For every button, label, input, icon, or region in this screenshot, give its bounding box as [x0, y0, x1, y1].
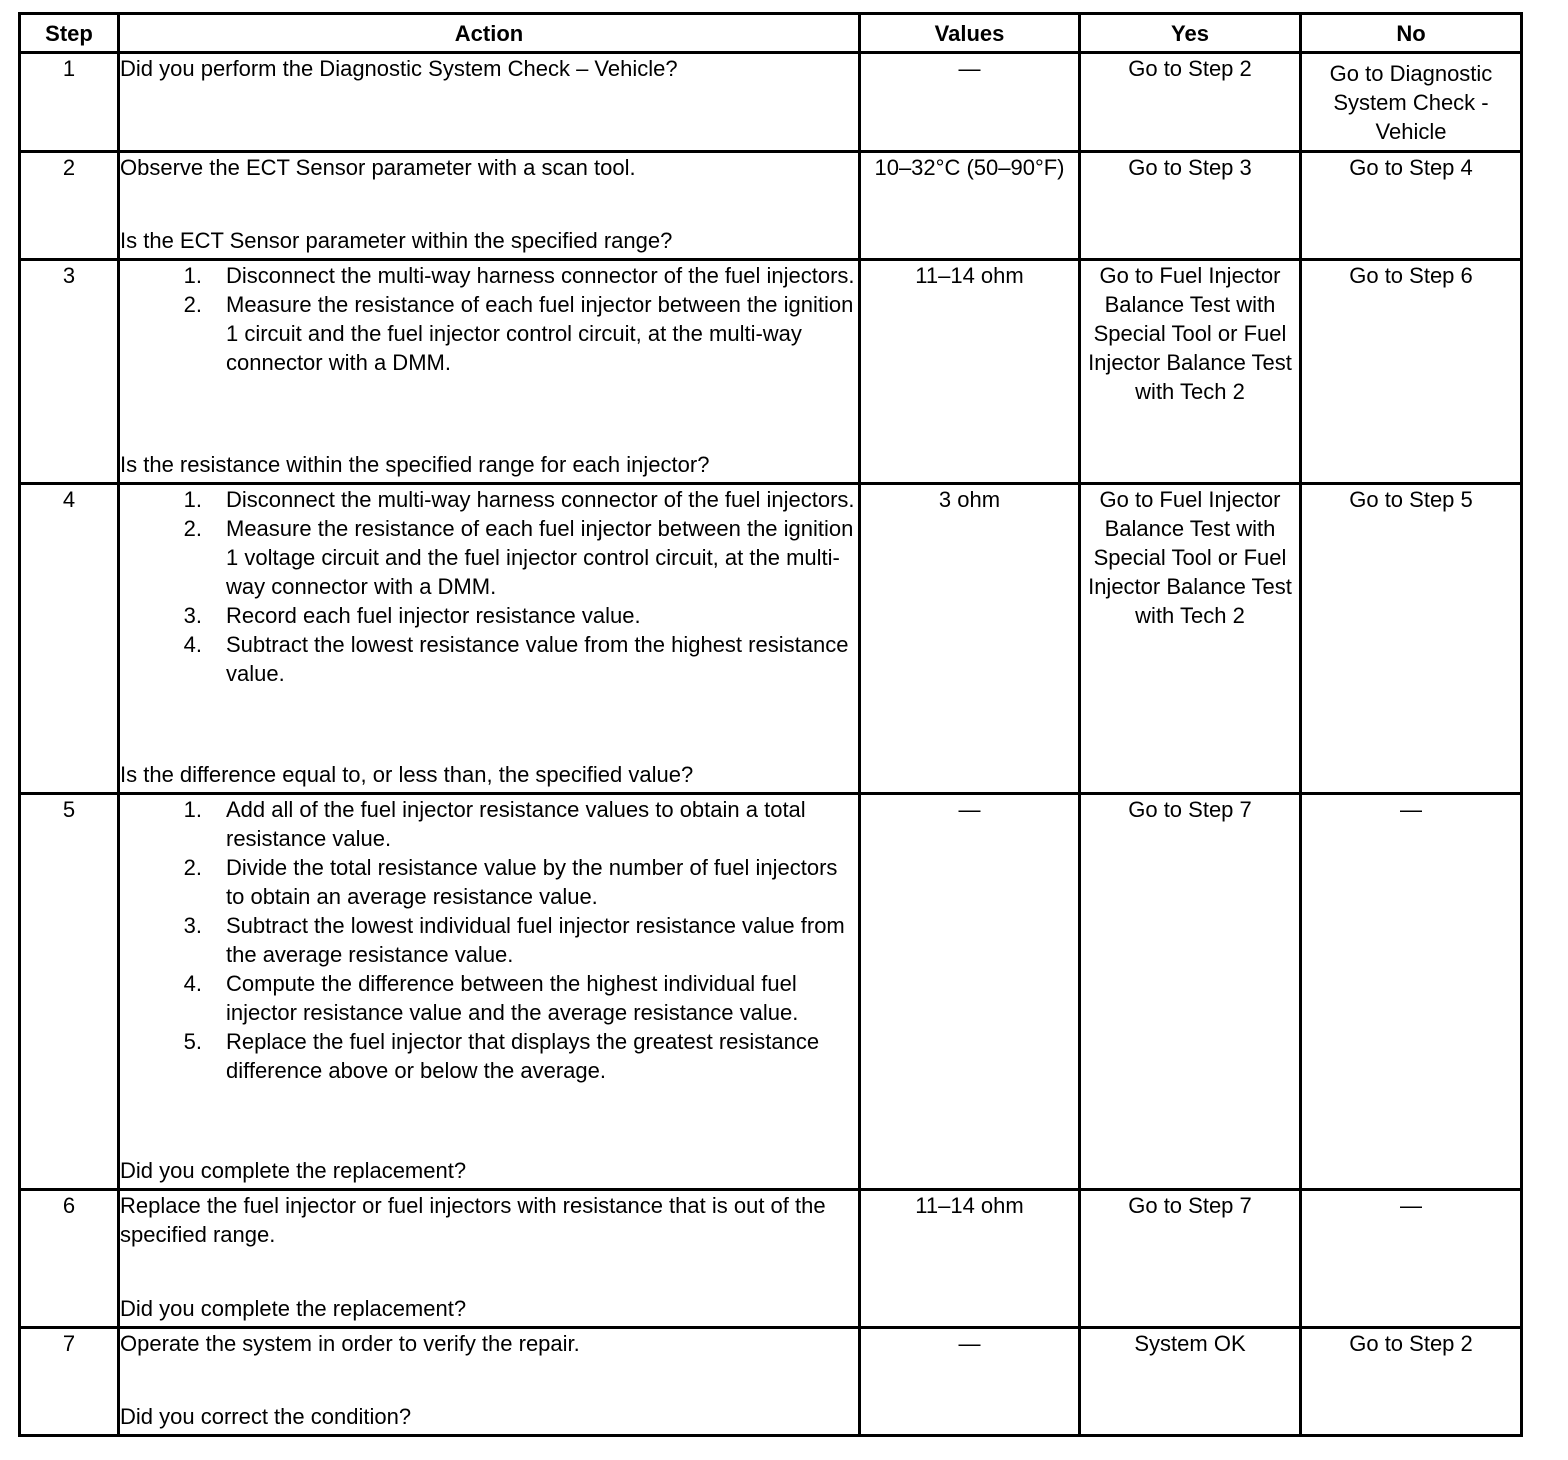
values-cell: 11–14 ohm	[860, 1190, 1080, 1328]
list-item: 1. Disconnect the multi-way harness connector of the fuel injectors.	[183, 263, 855, 288]
table-row-step-5	[20, 794, 1522, 1190]
action-question: Did you correct the condition?	[120, 1404, 412, 1429]
values-cell: 3 ohm	[860, 484, 1080, 794]
action-steps-list	[120, 261, 858, 377]
values-cell: 11–14 ohm	[860, 260, 1080, 484]
no-cell: —	[1301, 794, 1522, 1190]
list-item: 4. Subtract the lowest resistance value from the highest resistance value.	[183, 632, 849, 686]
list-item: 4. Compute the difference between the highest individual fuel injector resistance value and the average resistance value.	[183, 971, 799, 1025]
list-item: 3. Subtract the lowest individual fuel injector resistance value from the average resistance value.	[183, 913, 845, 967]
action-cell	[119, 53, 860, 152]
no-cell: Go to Step 5	[1301, 484, 1522, 794]
values-cell: —	[860, 794, 1080, 1190]
action-steps-list	[120, 795, 858, 1085]
action-cell	[119, 484, 860, 794]
list-item: 2. Divide the total resistance value by the number of fuel injectors to obtain an average resistance value.	[183, 855, 838, 909]
step-number: 3	[20, 260, 119, 484]
header-row	[20, 14, 1522, 53]
diagnostic-table	[18, 12, 1523, 1437]
action-question: Did you complete the replacement?	[120, 1158, 467, 1183]
yes-cell: Go to Step 2	[1080, 53, 1301, 152]
step-number: 1	[20, 53, 119, 152]
action-steps-list	[120, 485, 858, 688]
action-question: Is the difference equal to, or less than, the specified value?	[120, 762, 694, 787]
header-values: Values	[860, 14, 1080, 53]
table-row-step-6	[20, 1190, 1522, 1328]
header-no: No	[1301, 14, 1522, 53]
no-cell: Go to Step 2	[1301, 1328, 1522, 1436]
action-lead: Did you perform the Diagnostic System Check – Vehicle?	[120, 56, 678, 81]
header-step: Step	[20, 14, 119, 53]
header-action: Action	[119, 14, 860, 53]
list-item: 2. Measure the resistance of each fuel injector between the ignition 1 voltage circuit and the fuel injector control circuit, at the multi-way connector with a DMM.	[183, 516, 854, 599]
yes-cell: Go to Step 7	[1080, 794, 1301, 1190]
table-row-step-1	[20, 53, 1522, 152]
values-cell: —	[860, 53, 1080, 152]
table-row-step-4	[20, 484, 1522, 794]
list-item: 3. Record each fuel injector resistance value.	[183, 603, 641, 628]
yes-cell: Go to Step 7	[1080, 1190, 1301, 1328]
step-number: 2	[20, 152, 119, 260]
no-cell: Go to Diagnostic System Check - Vehicle	[1301, 53, 1522, 152]
no-cell: —	[1301, 1190, 1522, 1328]
action-cell	[119, 794, 860, 1190]
yes-cell: Go to Step 3	[1080, 152, 1301, 260]
yes-cell: System OK	[1080, 1328, 1301, 1436]
yes-cell: Go to Fuel Injector Balance Test with Special Tool or Fuel Injector Balance Test with Tech 2	[1080, 260, 1301, 484]
action-cell	[119, 260, 860, 484]
action-question: Did you complete the replacement?	[120, 1296, 467, 1321]
list-item: 1. Disconnect the multi-way harness connector of the fuel injectors.	[183, 487, 855, 512]
no-cell: Go to Step 6	[1301, 260, 1522, 484]
action-lead: Replace the fuel injector or fuel injectors with resistance that is out of the specified range.	[120, 1193, 826, 1247]
no-cell: Go to Step 4	[1301, 152, 1522, 260]
header-yes: Yes	[1080, 14, 1301, 53]
table-row-step-2	[20, 152, 1522, 260]
action-lead: Operate the system in order to verify the repair.	[120, 1331, 580, 1356]
action-cell	[119, 1190, 860, 1328]
yes-cell: Go to Fuel Injector Balance Test with Special Tool or Fuel Injector Balance Test with Tech 2	[1080, 484, 1301, 794]
values-cell: 10–32°C (50–90°F)	[860, 152, 1080, 260]
list-item: 5. Replace the fuel injector that displays the greatest resistance difference above or below the average.	[183, 1029, 820, 1083]
step-number: 4	[20, 484, 119, 794]
action-question: Is the resistance within the specified range for each injector?	[120, 452, 710, 477]
step-number: 7	[20, 1328, 119, 1436]
values-cell: —	[860, 1328, 1080, 1436]
action-lead: Observe the ECT Sensor parameter with a scan tool.	[120, 155, 636, 180]
table-row-step-7	[20, 1328, 1522, 1436]
step-number: 5	[20, 794, 119, 1190]
list-item: 2. Measure the resistance of each fuel injector between the ignition 1 circuit and the fuel injector control circuit, at the multi-way connector with a DMM.	[183, 292, 854, 375]
action-cell	[119, 1328, 860, 1436]
step-number: 6	[20, 1190, 119, 1328]
list-item: 1. Add all of the fuel injector resistance values to obtain a total resistance value.	[183, 797, 806, 851]
table-row-step-3	[20, 260, 1522, 484]
action-question: Is the ECT Sensor parameter within the specified range?	[120, 228, 673, 253]
action-cell	[119, 152, 860, 260]
